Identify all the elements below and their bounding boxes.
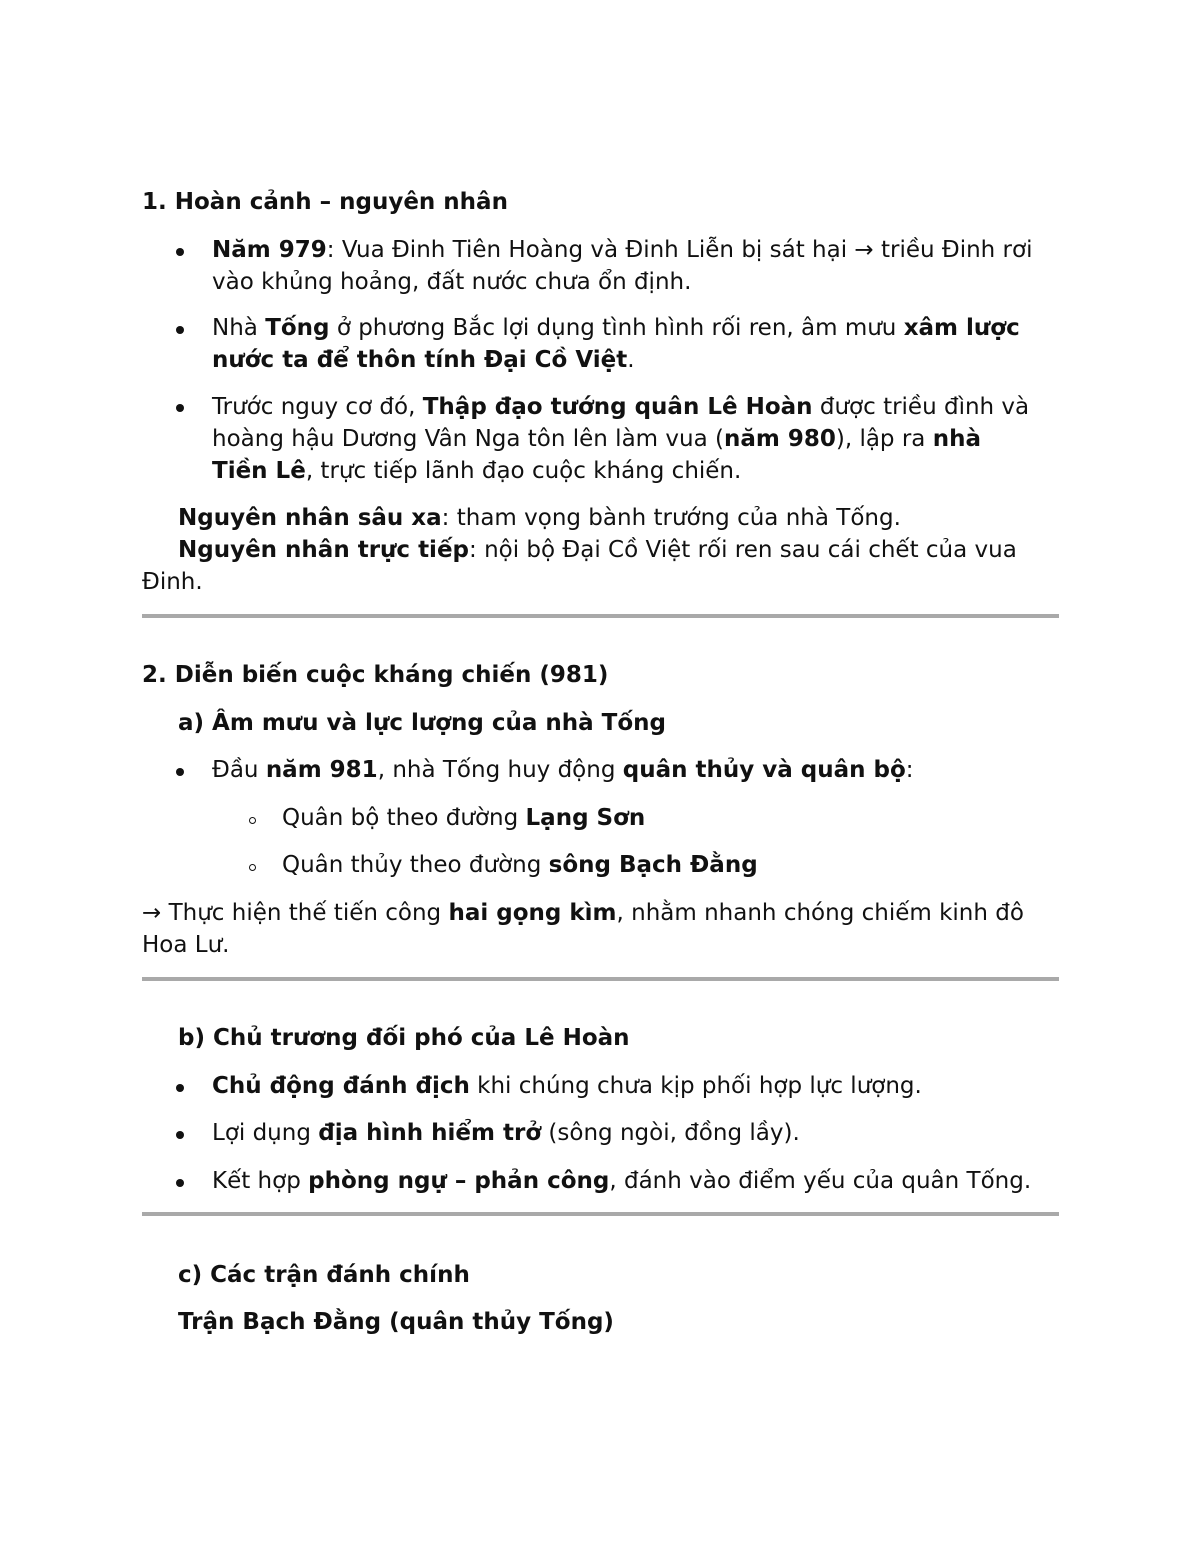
label: Nguyên nhân sâu xa	[178, 505, 442, 531]
text: Đầu	[212, 757, 266, 783]
circle-bullet-icon	[249, 864, 256, 871]
text: địa hình hiểm trở	[318, 1120, 542, 1146]
bullet-icon	[176, 1131, 184, 1139]
year-979: Năm 979	[212, 237, 327, 263]
text: Lợi dụng	[212, 1120, 319, 1146]
section-1-heading: 1. Hoàn cảnh – nguyên nhân	[142, 189, 508, 215]
text: (sông ngòi, đồng lầy).	[541, 1120, 800, 1146]
s1-bullet-1-line-2: vào khủng hoảng, đất nước chưa ổn định.	[212, 269, 692, 295]
text: Thập đạo tướng quân Lê Hoàn	[422, 394, 813, 420]
text: Tiền Lê	[212, 458, 306, 484]
text: : nội bộ Đại Cồ Việt rối ren sau cái chết của vua	[469, 537, 1017, 563]
text: sông Bạch Đằng	[548, 852, 758, 878]
text: ), lập ra	[835, 426, 933, 452]
s2b-bullet-3	[212, 1165, 1031, 1197]
subsection-b-heading: b) Chủ trương đối phó của Lê Hoàn	[178, 1025, 630, 1051]
bullet-icon	[176, 326, 184, 334]
text: , trực tiếp lãnh đạo cuộc kháng chiến.	[305, 458, 742, 484]
text: phòng ngự – phản công	[308, 1168, 610, 1194]
text: hai gọng kìm	[448, 900, 617, 926]
text: khi chúng chưa kịp phối hợp lực lượng.	[469, 1073, 922, 1099]
xam-luoc: xâm lược	[903, 315, 1020, 341]
text: được triều đình và	[812, 394, 1030, 420]
bullet-icon	[176, 248, 184, 256]
text: năm 980	[723, 426, 836, 452]
bullet-icon	[176, 1179, 184, 1187]
text: → Thực hiện thế tiến công	[142, 900, 449, 926]
text: , nhà Tống huy động	[377, 757, 623, 783]
s1-bullet-3-line-1	[212, 391, 1029, 423]
text: ở phương Bắc lợi dụng tình hình rối ren, âm mưu	[329, 315, 904, 341]
text: : Vua Đinh Tiên Hoàng và Đinh Liễn bị sát hại → triều Đinh rơi	[326, 237, 1033, 263]
s2b-bullet-2	[212, 1117, 800, 1149]
s1-bullet-2-line-1	[212, 312, 1020, 344]
bullet-icon	[176, 404, 184, 412]
text: Quân bộ theo đường	[282, 805, 526, 831]
text: .	[627, 347, 635, 373]
subsection-a-heading: a) Âm mưu và lực lượng của nhà Tống	[178, 710, 666, 736]
s1-bullet-3-line-3	[212, 455, 741, 487]
text: :	[905, 757, 914, 783]
s2a-sub-1	[282, 802, 645, 834]
s1-bullet-3-line-2	[212, 423, 981, 455]
text: , nhằm nhanh chóng chiếm kinh đô	[616, 900, 1024, 926]
text: nhà	[932, 426, 981, 452]
bullet-icon	[176, 1084, 184, 1092]
text: Kết hợp	[212, 1168, 309, 1194]
text: Trước nguy cơ đó,	[212, 394, 423, 420]
text: nước ta để thôn tính Đại Cồ Việt	[212, 347, 628, 373]
divider	[142, 977, 1059, 981]
text: Lạng Sơn	[525, 805, 646, 831]
s2b-bullet-1	[212, 1070, 922, 1102]
section-2-heading: 2. Diễn biến cuộc kháng chiến (981)	[142, 662, 609, 688]
result-line-1	[142, 897, 1024, 929]
text: Quân thủy theo đường	[282, 852, 549, 878]
text: , đánh vào điểm yếu của quân Tống.	[609, 1168, 1032, 1194]
deep-cause	[178, 502, 901, 534]
circle-bullet-icon	[249, 817, 256, 824]
s2a-bullet-1	[212, 754, 914, 786]
s2a-sub-2	[282, 849, 758, 881]
text: năm 981	[265, 757, 378, 783]
subsection-c-heading: c) Các trận đánh chính	[178, 1262, 470, 1288]
text: Chủ động đánh địch	[212, 1073, 470, 1099]
direct-cause-line-2: Đinh.	[142, 569, 203, 595]
divider	[142, 1212, 1059, 1216]
result-line-2: Hoa Lư.	[142, 932, 230, 958]
text: quân thủy và quân bộ	[622, 757, 906, 783]
text: hoàng hậu Dương Vân Nga tôn lên làm vua (	[212, 426, 724, 452]
label: Nguyên nhân trực tiếp	[178, 537, 470, 563]
battle-heading: Trận Bạch Đằng (quân thủy Tống)	[178, 1309, 614, 1335]
s1-bullet-2-line-2	[212, 344, 635, 376]
text: Nhà	[212, 315, 266, 341]
tong: Tống	[265, 315, 330, 341]
text: : tham vọng bành trướng của nhà Tống.	[441, 505, 901, 531]
direct-cause-line-1	[178, 534, 1017, 566]
divider	[142, 614, 1059, 618]
s1-bullet-1-line-1	[212, 234, 1032, 266]
bullet-icon	[176, 768, 184, 776]
